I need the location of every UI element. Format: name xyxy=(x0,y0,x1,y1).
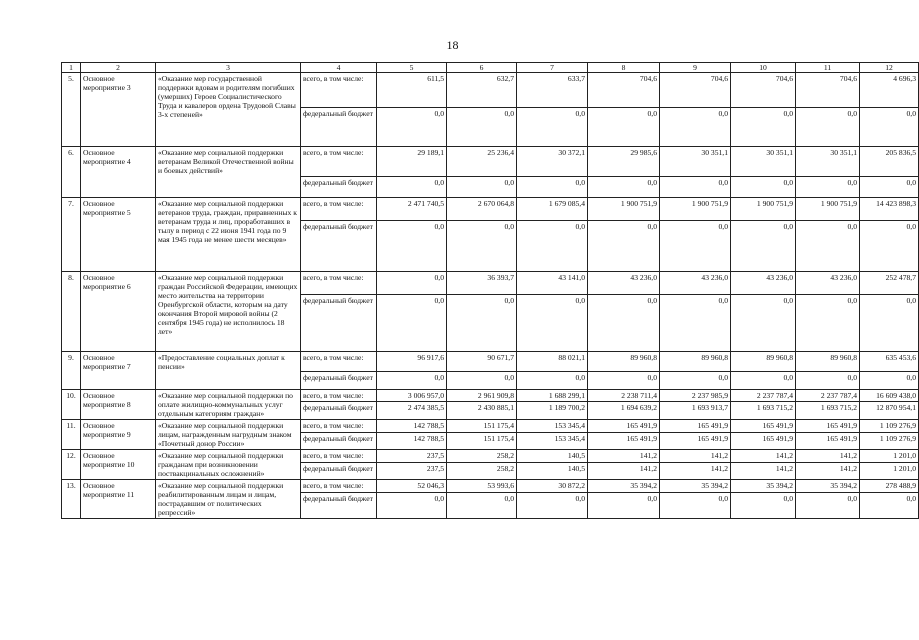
funding-source: федеральный бюджет xyxy=(301,177,377,198)
amount-cell: 30 351,1 xyxy=(731,147,796,177)
amount-cell: 0,0 xyxy=(447,177,517,198)
amount-cell: 0,0 xyxy=(447,221,517,272)
amount-cell: 1 679 085,4 xyxy=(517,198,588,221)
amount-cell: 35 394,2 xyxy=(660,480,731,493)
amount-cell: 89 960,8 xyxy=(588,352,660,372)
amount-cell: 0,0 xyxy=(660,108,731,147)
page-number: 18 xyxy=(446,38,459,52)
amount-cell: 142 788,5 xyxy=(377,433,447,450)
amount-cell: 2 237 787,4 xyxy=(796,390,860,402)
amount-cell: 141,2 xyxy=(660,463,731,480)
amount-cell: 2 670 064,8 xyxy=(447,198,517,221)
column-header: 7 xyxy=(517,63,588,73)
event-description: «Оказание мер социальной поддержки реабилитированным лицам и лицам, пострадавшим от политических репрессий» xyxy=(156,480,301,519)
amount-cell: 1 693 913,7 xyxy=(660,402,731,420)
amount-cell: 0,0 xyxy=(660,372,731,390)
table-row xyxy=(62,147,919,177)
amount-cell: 0,0 xyxy=(796,108,860,147)
funding-source: федеральный бюджет xyxy=(301,402,377,420)
table-header-row xyxy=(62,63,919,73)
amount-cell: 25 236,4 xyxy=(447,147,517,177)
amount-cell: 0,0 xyxy=(517,372,588,390)
table-row xyxy=(62,272,919,295)
amount-cell: 165 491,9 xyxy=(796,433,860,450)
event-description: «Предоставление социальных доплат к пенсии» xyxy=(156,352,301,390)
amount-cell: 2 474 385,5 xyxy=(377,402,447,420)
amount-cell: 141,2 xyxy=(660,450,731,463)
amount-cell: 2 961 909,8 xyxy=(447,390,517,402)
budget-table xyxy=(61,62,919,519)
funding-source: всего, в том числе: xyxy=(301,352,377,372)
amount-cell: 165 491,9 xyxy=(731,433,796,450)
row-number: 8. xyxy=(62,272,81,352)
amount-cell: 0,0 xyxy=(731,177,796,198)
amount-cell: 0,0 xyxy=(796,295,860,352)
amount-cell: 1 693 715,2 xyxy=(796,402,860,420)
amount-cell: 0,0 xyxy=(588,177,660,198)
amount-cell: 0,0 xyxy=(731,295,796,352)
amount-cell: 4 696,3 xyxy=(860,73,919,108)
amount-cell: 43 236,0 xyxy=(588,272,660,295)
amount-cell: 1 688 299,1 xyxy=(517,390,588,402)
column-header: 9 xyxy=(660,63,731,73)
funding-source: федеральный бюджет xyxy=(301,463,377,480)
amount-cell: 89 960,8 xyxy=(796,352,860,372)
amount-cell: 141,2 xyxy=(588,463,660,480)
row-number: 10. xyxy=(62,390,81,420)
amount-cell: 0,0 xyxy=(447,372,517,390)
amount-cell: 43 236,0 xyxy=(660,272,731,295)
amount-cell: 151 175,4 xyxy=(447,420,517,433)
amount-cell: 2 430 885,1 xyxy=(447,402,517,420)
funding-source: федеральный бюджет xyxy=(301,108,377,147)
amount-cell: 141,2 xyxy=(731,463,796,480)
amount-cell: 29 189,1 xyxy=(377,147,447,177)
row-number: 13. xyxy=(62,480,81,519)
amount-cell: 278 488,9 xyxy=(860,480,919,493)
amount-cell: 258,2 xyxy=(447,450,517,463)
amount-cell: 0,0 xyxy=(447,108,517,147)
amount-cell: 153 345,4 xyxy=(517,420,588,433)
amount-cell: 0,0 xyxy=(860,177,919,198)
amount-cell: 1 900 751,9 xyxy=(731,198,796,221)
amount-cell: 165 491,9 xyxy=(588,420,660,433)
amount-cell: 1 201,0 xyxy=(860,463,919,480)
funding-source: всего, в том числе: xyxy=(301,272,377,295)
amount-cell: 141,2 xyxy=(588,450,660,463)
amount-cell: 0,0 xyxy=(377,177,447,198)
amount-cell: 96 917,6 xyxy=(377,352,447,372)
amount-cell: 165 491,9 xyxy=(796,420,860,433)
amount-cell: 1 694 639,2 xyxy=(588,402,660,420)
amount-cell: 142 788,5 xyxy=(377,420,447,433)
amount-cell: 30 351,1 xyxy=(796,147,860,177)
column-header: 2 xyxy=(81,63,156,73)
amount-cell: 0,0 xyxy=(377,492,447,518)
amount-cell: 0,0 xyxy=(588,492,660,518)
amount-cell: 0,0 xyxy=(731,221,796,272)
amount-cell: 0,0 xyxy=(731,492,796,518)
amount-cell: 89 960,8 xyxy=(660,352,731,372)
column-header: 12 xyxy=(860,63,919,73)
amount-cell: 140,5 xyxy=(517,463,588,480)
amount-cell: 1 900 751,9 xyxy=(660,198,731,221)
amount-cell: 0,0 xyxy=(796,177,860,198)
column-header: 10 xyxy=(731,63,796,73)
amount-cell: 1 201,0 xyxy=(860,450,919,463)
funding-source: всего, в том числе: xyxy=(301,73,377,108)
event-name: Основное мероприятие 4 xyxy=(81,147,156,198)
event-name: Основное мероприятие 7 xyxy=(81,352,156,390)
amount-cell: 0,0 xyxy=(517,108,588,147)
amount-cell: 29 985,6 xyxy=(588,147,660,177)
amount-cell: 1 109 276,9 xyxy=(860,420,919,433)
amount-cell: 35 394,2 xyxy=(731,480,796,493)
table-row xyxy=(62,198,919,221)
event-description: «Оказание мер социальной поддержки ветеранов труда, граждан, приравненных к ветеранам труда и лиц, проработавших в тылу в период с 22 июня 1941 года по 9 мая 1945 года не менее шести месяцев» xyxy=(156,198,301,272)
event-name: Основное мероприятие 3 xyxy=(81,73,156,147)
event-name: Основное мероприятие 6 xyxy=(81,272,156,352)
table-row xyxy=(62,352,919,372)
amount-cell: 704,6 xyxy=(588,73,660,108)
column-header: 8 xyxy=(588,63,660,73)
amount-cell: 0,0 xyxy=(860,492,919,518)
amount-cell: 0,0 xyxy=(660,295,731,352)
column-header: 4 xyxy=(301,63,377,73)
funding-source: всего, в том числе: xyxy=(301,420,377,433)
amount-cell: 0,0 xyxy=(588,108,660,147)
amount-cell: 1 900 751,9 xyxy=(796,198,860,221)
event-description: «Оказание мер государственной поддержки вдовам и родителям погибших (умерших) Героев Социалистического Труда и кавалеров ордена Трудовой Славы 3-х степеней» xyxy=(156,73,301,147)
amount-cell: 0,0 xyxy=(588,295,660,352)
amount-cell: 140,5 xyxy=(517,450,588,463)
funding-source: федеральный бюджет xyxy=(301,221,377,272)
amount-cell: 704,6 xyxy=(660,73,731,108)
amount-cell: 0,0 xyxy=(660,221,731,272)
table-row xyxy=(62,450,919,463)
amount-cell: 0,0 xyxy=(796,221,860,272)
amount-cell: 0,0 xyxy=(377,295,447,352)
amount-cell: 43 141,0 xyxy=(517,272,588,295)
amount-cell: 1 900 751,9 xyxy=(588,198,660,221)
amount-cell: 0,0 xyxy=(660,177,731,198)
amount-cell: 632,7 xyxy=(447,73,517,108)
amount-cell: 141,2 xyxy=(731,450,796,463)
amount-cell: 165 491,9 xyxy=(660,420,731,433)
event-description: «Оказание мер социальной поддержки по оплате жилищно-коммунальных услуг отдельным категориям граждан» xyxy=(156,390,301,420)
column-header: 11 xyxy=(796,63,860,73)
amount-cell: 237,5 xyxy=(377,450,447,463)
amount-cell: 704,6 xyxy=(731,73,796,108)
amount-cell: 0,0 xyxy=(660,492,731,518)
amount-cell: 0,0 xyxy=(377,272,447,295)
amount-cell: 52 046,3 xyxy=(377,480,447,493)
row-number: 7. xyxy=(62,198,81,272)
amount-cell: 165 491,9 xyxy=(588,433,660,450)
row-number: 6. xyxy=(62,147,81,198)
amount-cell: 165 491,9 xyxy=(660,433,731,450)
amount-cell: 0,0 xyxy=(860,108,919,147)
row-number: 9. xyxy=(62,352,81,390)
row-number: 12. xyxy=(62,450,81,480)
funding-source: всего, в том числе: xyxy=(301,450,377,463)
amount-cell: 0,0 xyxy=(588,372,660,390)
funding-source: всего, в том числе: xyxy=(301,147,377,177)
amount-cell: 141,2 xyxy=(796,450,860,463)
event-description: «Оказание мер социальной поддержки ветеранам Великой Отечественной войны и боевых действий» xyxy=(156,147,301,198)
funding-source: федеральный бюджет xyxy=(301,295,377,352)
column-header: 3 xyxy=(156,63,301,73)
amount-cell: 30 372,1 xyxy=(517,147,588,177)
amount-cell: 635 453,6 xyxy=(860,352,919,372)
amount-cell: 0,0 xyxy=(731,108,796,147)
amount-cell: 611,5 xyxy=(377,73,447,108)
amount-cell: 0,0 xyxy=(731,372,796,390)
table-row xyxy=(62,420,919,433)
row-number: 5. xyxy=(62,73,81,147)
amount-cell: 0,0 xyxy=(860,221,919,272)
amount-cell: 151 175,4 xyxy=(447,433,517,450)
column-header: 1 xyxy=(62,63,81,73)
amount-cell: 633,7 xyxy=(517,73,588,108)
table-row xyxy=(62,480,919,493)
amount-cell: 165 491,9 xyxy=(731,420,796,433)
event-description: «Оказание мер социальной поддержки лицам, награжденным нагрудным знаком «Почетный донор России» xyxy=(156,420,301,450)
amount-cell: 0,0 xyxy=(377,108,447,147)
amount-cell: 2 237 985,9 xyxy=(660,390,731,402)
amount-cell: 43 236,0 xyxy=(731,272,796,295)
amount-cell: 43 236,0 xyxy=(796,272,860,295)
amount-cell: 205 836,5 xyxy=(860,147,919,177)
amount-cell: 141,2 xyxy=(796,463,860,480)
amount-cell: 0,0 xyxy=(517,295,588,352)
amount-cell: 0,0 xyxy=(377,221,447,272)
table-row xyxy=(62,73,919,108)
amount-cell: 1 693 715,2 xyxy=(731,402,796,420)
event-description: «Оказание мер социальной поддержки гражданам при возникновении поствакцинальных осложнений» xyxy=(156,450,301,480)
amount-cell: 704,6 xyxy=(796,73,860,108)
funding-source: федеральный бюджет xyxy=(301,492,377,518)
amount-cell: 35 394,2 xyxy=(796,480,860,493)
amount-cell: 16 609 438,0 xyxy=(860,390,919,402)
amount-cell: 0,0 xyxy=(588,221,660,272)
amount-cell: 0,0 xyxy=(517,177,588,198)
event-name: Основное мероприятие 9 xyxy=(81,420,156,450)
amount-cell: 252 478,7 xyxy=(860,272,919,295)
funding-source: федеральный бюджет xyxy=(301,372,377,390)
amount-cell: 1 109 276,9 xyxy=(860,433,919,450)
amount-cell: 258,2 xyxy=(447,463,517,480)
event-name: Основное мероприятие 5 xyxy=(81,198,156,272)
amount-cell: 2 238 711,4 xyxy=(588,390,660,402)
funding-source: всего, в том числе: xyxy=(301,480,377,493)
amount-cell: 12 870 954,1 xyxy=(860,402,919,420)
event-name: Основное мероприятие 11 xyxy=(81,480,156,519)
event-name: Основное мероприятие 8 xyxy=(81,390,156,420)
funding-source: всего, в том числе: xyxy=(301,198,377,221)
amount-cell: 0,0 xyxy=(377,372,447,390)
amount-cell: 30 872,2 xyxy=(517,480,588,493)
amount-cell: 2 471 740,5 xyxy=(377,198,447,221)
event-name: Основное мероприятие 10 xyxy=(81,450,156,480)
amount-cell: 89 960,8 xyxy=(731,352,796,372)
amount-cell: 2 237 787,4 xyxy=(731,390,796,402)
amount-cell: 14 423 898,3 xyxy=(860,198,919,221)
amount-cell: 88 021,1 xyxy=(517,352,588,372)
event-description: «Оказание мер социальной поддержки граждан Российской Федерации, имеющих место жительства на территории Оренбургской области, которым на дату окончания Второй мировой войны (2 сентября 1945 года) не исполнилось 18 лет» xyxy=(156,272,301,352)
amount-cell: 35 394,2 xyxy=(588,480,660,493)
column-header: 6 xyxy=(447,63,517,73)
amount-cell: 153 345,4 xyxy=(517,433,588,450)
row-number: 11. xyxy=(62,420,81,450)
amount-cell: 30 351,1 xyxy=(660,147,731,177)
amount-cell: 0,0 xyxy=(860,295,919,352)
table-row xyxy=(62,390,919,402)
amount-cell: 0,0 xyxy=(860,372,919,390)
funding-source: всего, в том числе: xyxy=(301,390,377,402)
amount-cell: 53 993,6 xyxy=(447,480,517,493)
amount-cell: 0,0 xyxy=(796,492,860,518)
amount-cell: 3 006 957,0 xyxy=(377,390,447,402)
column-header: 5 xyxy=(377,63,447,73)
amount-cell: 36 393,7 xyxy=(447,272,517,295)
table-body xyxy=(62,73,919,519)
funding-source: федеральный бюджет xyxy=(301,433,377,450)
amount-cell: 0,0 xyxy=(796,372,860,390)
amount-cell: 90 671,7 xyxy=(447,352,517,372)
amount-cell: 0,0 xyxy=(517,221,588,272)
amount-cell: 0,0 xyxy=(517,492,588,518)
amount-cell: 237,5 xyxy=(377,463,447,480)
amount-cell: 0,0 xyxy=(447,492,517,518)
amount-cell: 1 189 700,2 xyxy=(517,402,588,420)
amount-cell: 0,0 xyxy=(447,295,517,352)
